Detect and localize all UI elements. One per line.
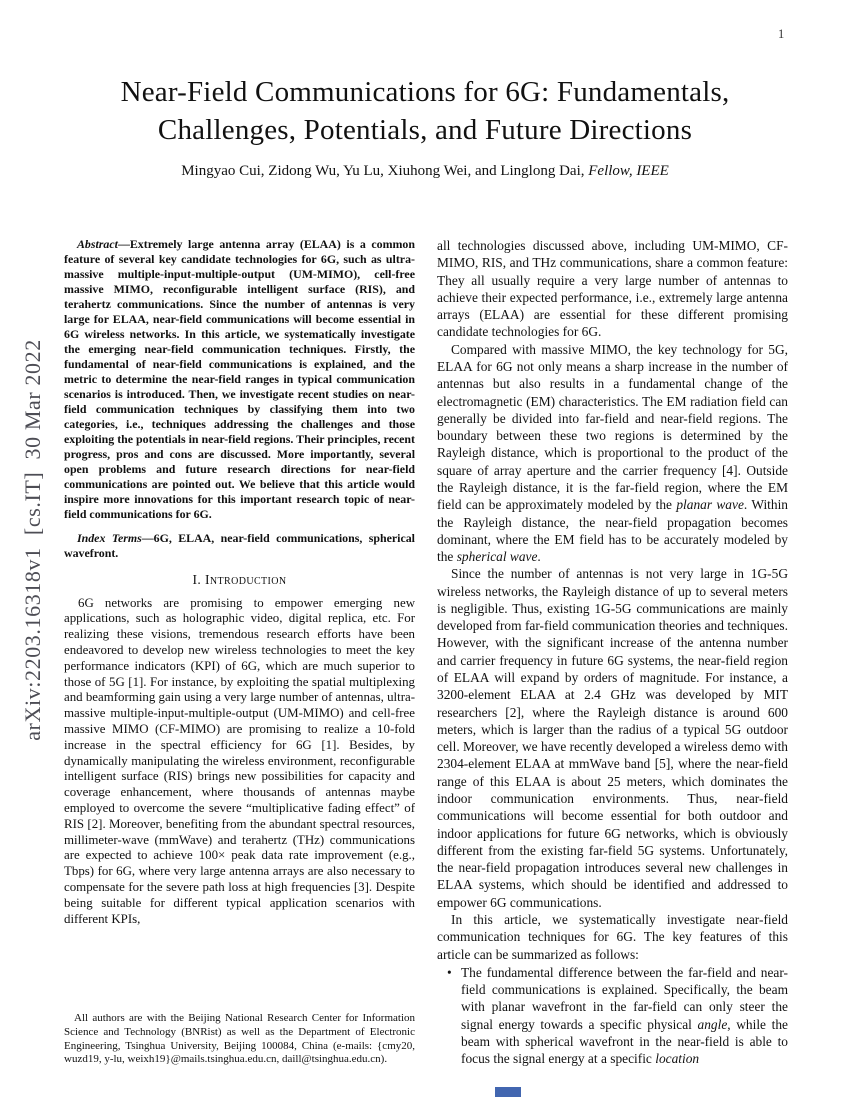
author-honorific: Fellow, IEEE: [588, 163, 669, 179]
bullet-text-1: [461, 964, 788, 1068]
text-segment: , while the beam with spherical wavefront in the near-field is able to focus the signal energy at a specific: [461, 1016, 788, 1067]
abstract-paragraph: [64, 237, 415, 522]
bullet-item-1: [437, 964, 788, 1068]
author-footnote: All authors are with the Beijing National Research Center for Information Science and Technology (BNRist) as well as the Department of Electronic Engineering, Tsinghua University, Beijing 100084, China (e-mails: {cmy20, wuzd19, y-lu, weixh19}@mails.tsinghua.edu.cn, daill@tsinghua.edu.cn).: [64, 1012, 415, 1066]
text-segment: The fundamental difference between the far-field and near-field communications is explained. Specifically, the beam with planar wavefront in the far-field can only steer the signal energy towards a specific physical: [461, 964, 788, 1032]
intro-paragraph-2: [437, 341, 788, 566]
arxiv-watermark: arXiv:2203.16318v1 [cs.IT] 30 Mar 2022: [20, 339, 45, 741]
section-heading-introduction: I. Introduction: [192, 572, 287, 587]
right-column: [437, 237, 788, 1085]
text-segment: Compared with massive MIMO, the key technology for 5G, ELAA for 6G not only means a sharp increase in the number of antennas but also results in a fundamental change of the electromagnetic (EM) characteristics. The EM radiation field can generally be divided into far-field and near-field regions. The boundary between these two regions is determined by the Rayleigh distance, which is proportional to the product of the square of array aperture and the carrier frequency [4]. Outside the Rayleigh distance, it is the far-field region, where the EM field can be approximately modeled by the: [437, 341, 788, 513]
abstract-label: Abstract: [77, 237, 118, 251]
intro-paragraph-3: Since the number of antennas is not very large in 1G-5G wireless networks, the Rayleigh distance of up to several meters is negligible. Thus, existing 1G-5G communications are mainly developed from far-field communication theories and techniques. However, with the significant increase of the antenna number and carrier frequency in future 6G systems, the near-field region of ELAA will expand by orders of magnitude. For instance, a 3200-element ELAA at 2.4 GHz was developed by MIT researchers [2], where the Rayleigh distance is around 600 meters, which is larger than the radius of a typical 5G outdoor cell. Moreover, we have recently developed a wireless demo with 2304-element ELAA at mmWave band [5], where the near-field range of this ELAA is about 25 meters, which dominates the indoor communication environments. Thus, near-field communications will become essential for both outdoor and indoor applications for future 6G networks, which is obviously different from the existing far-field 5G systems. Unfortunately, the near-field propagation introduces several new challenges in ELAA systems, which should be identified and addressed to empower 6G communications.: [437, 566, 788, 910]
author-names: Mingyao Cui, Zidong Wu, Yu Lu, Xiuhong Wei, and Linglong Dai,: [181, 163, 589, 179]
emphasis-angle: angle: [697, 1016, 728, 1032]
emphasis-planar-wave: planar wave: [676, 497, 744, 513]
emphasis-location: location: [655, 1051, 700, 1067]
paper-title: [50, 74, 800, 149]
bullet-marker: •: [447, 964, 452, 980]
title-line-2: Challenges, Potentials, and Future Directions: [157, 113, 693, 146]
intro-paragraph-1: 6G networks are promising to empower emerging new applications, such as holographic video, digital replica, etc. For realizing these visions, tremendous research efforts have been endeavored to develop new wireless technologies to meet the key performance indicators (KPI) of 6G, which are much superior to those of 5G [1]. For instance, by exploiting the spatial multiplexing and beamforming gain using a very large number of antennas, ultra-massive multiple-input-multiple-output (UM-MIMO) and cell-free massive MIMO (CF-MIMO) are promising to realize a 10-fold increase in the spectral efficiency for 6G [1]. Besides, by dynamically manipulating the wireless environment, reconfigurable intelligent surface (RIS) brings new possibilities for capacity and coverage enhancement, where thousands of antennas maybe employed to overcome the severe “multiplicative fading effect” of RIS [2]. Moreover, benefiting from the abundant spectral resources, millimeter-wave (mmWave) and terahertz (THz) communications are expected to achieve 100× peak data rate improvement (e.g., Tbps) for 6G, where very large antenna arrays are also necessary to compensate for the severe path loss at high frequencies [3]. Despite being suitable for different typical application scenarios with different KPIs,: [64, 595, 415, 926]
page-number: 1: [778, 27, 785, 41]
authors-line: [50, 163, 800, 180]
emphasis-spherical-wave: spherical wave: [456, 549, 538, 565]
index-terms-text: —6G, ELAA, near-field communications, spherical wavefront.: [64, 531, 415, 560]
text-segment: . Within the Rayleigh distance, the near-field propagation becomes dominant, where the EM field has to be accurately modeled by the: [437, 497, 788, 565]
title-line-1: Near-Field Communications for 6G: Fundamentals,: [120, 76, 730, 108]
index-terms-label: Index Terms: [77, 531, 142, 545]
index-terms-paragraph: [64, 531, 415, 561]
intro-paragraph-4: In this article, we systematically investigate near-field communication techniques for 6G. The key features of this article can be summarized as follows:: [437, 911, 788, 962]
text-segment: .: [537, 549, 541, 565]
cutoff-link-artifact: [495, 1087, 521, 1097]
abstract-text: —Extremely large antenna array (ELAA) is a common feature of several key candidate technologies for 6G, such as ultra-massive multiple-input-multiple-output (UM-MIMO), cell-free massive MIMO, reconfigurable intelligent surface (RIS), and terahertz communications. Since the number of antennas is very large for ELAA, near-field communications will become essential in 6G wireless networks. In this article, we systematically investigate the emerging near-field communication techniques. Firstly, the fundamental of near-field communications is explained, and the metric to determine the near-field ranges in typical communication scenarios is introduced. Then, we investigate recent studies on near-field communication techniques by classifying them into two categories, i.e., techniques addressing the challenges and those exploiting the potentials in near-field regions. Their principles, recent progress, pros and cons are discussed. More importantly, several open problems and future research directions for near-field communications are pointed out. We believe that this article would inspire more innovations for this important research topic of near-field communications for 6G.: [64, 237, 415, 521]
intro-paragraph-1-continued: all technologies discussed above, including UM-MIMO, CF-MIMO, RIS, and THz communications, share a common feature: They all usually require a very large number of antennas to achieve their expected performance, i.e., extremely large antenna arrays (ELAA) are essential for these different promising candidate technologies for 6G.: [437, 238, 788, 340]
left-column: [64, 237, 415, 1012]
